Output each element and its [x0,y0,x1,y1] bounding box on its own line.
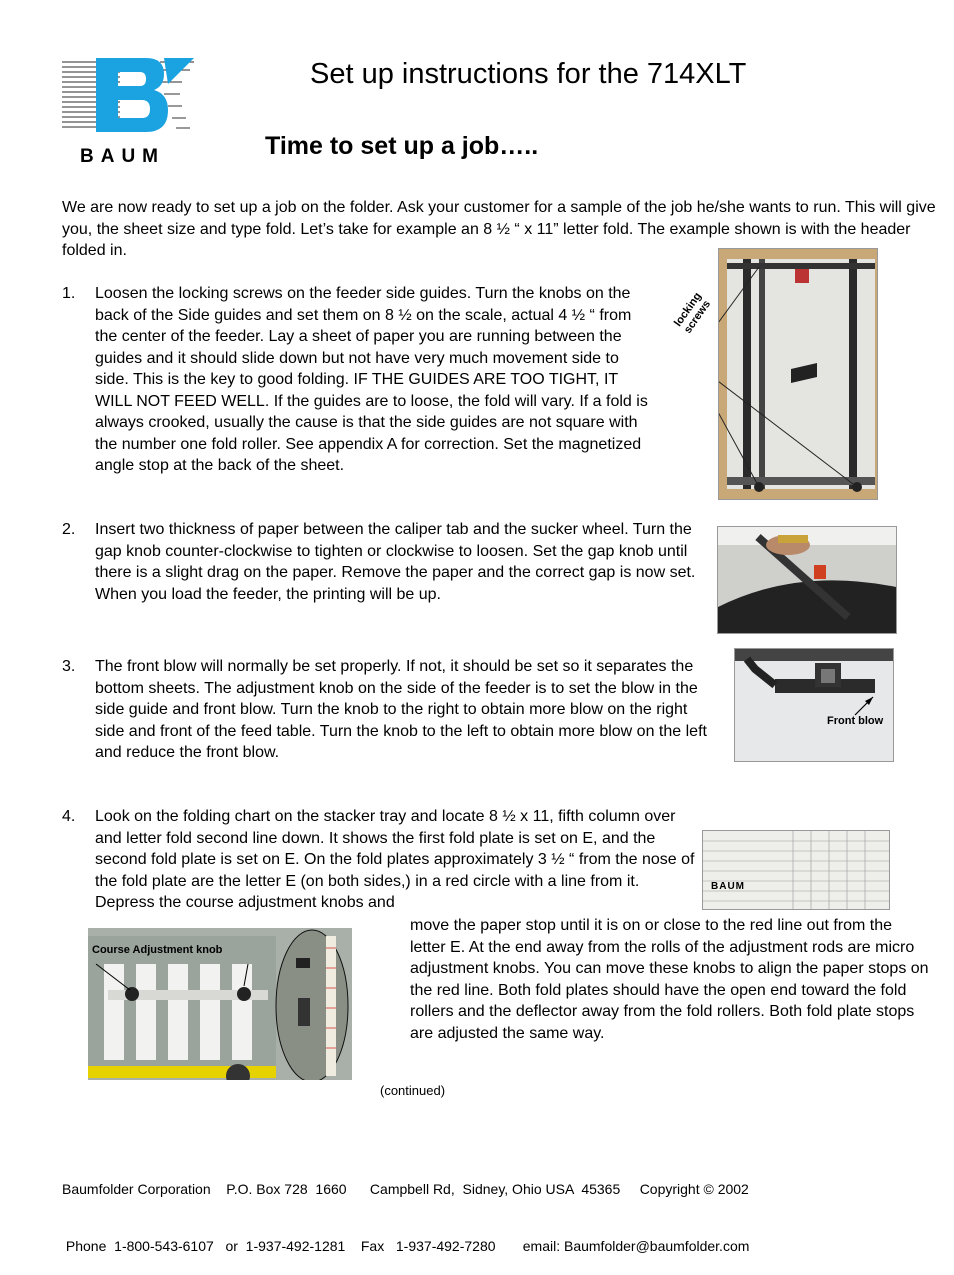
step-text: The front blow will normally be set properly. If not, it should be set so it separates the bottom sheets. The adjustment knob on the side of the feeder is to set the blow in the side guide and front blow. Turn the knob to the right to obtain more blow on the right side and front of the feed table. Turn the knob to the left to obtain more blow on the left and reduce the front blow. [95,658,707,761]
fold-plate-photo [88,928,352,1080]
step-4-continued-text: move the paper stop until it is on or close to the red line out from the letter E. At the end away from the rolls of the adjustment rods are micro adjustment knobs. You can move these knobs to align the paper stops on the red line. Both fold plates should have the open end toward the fold rollers and the deflector away from the fold rollers. Both fold plate stops are adjusted the same way. [410,917,929,1042]
locking-screws-text: locking screws [672,290,714,336]
step-number: 1. [62,285,76,302]
page-subtitle: Time to set up a job….. [265,132,539,160]
baum-logo-mark [60,54,196,144]
logo-text: BAUM [80,146,165,167]
step-4 [62,806,695,914]
step-1 [62,283,662,503]
step-3 [62,656,722,786]
step-number: 4. [62,808,76,825]
footer [62,1142,749,1275]
step-number: 2. [62,521,76,538]
step-text: Insert two thickness of paper between the caliper tab and the sucker wheel. Turn the gap knob counter-clockwise to tighten or clockwise to loosen. Set the gap knob until there is a slight drag on the paper. Remove the paper and the correct gap is now set. When you load the feeder, the printing will be up. [95,521,696,603]
page-title: Set up instructions for the 714XLT [310,58,747,90]
step-number: 3. [62,658,76,675]
step-text: Loosen the locking screws on the feeder side guides. Turn the knobs on the back of the Side guides and set them on 8 ½ on the scale, actual 4 ½ “ from the center of the feeder. Lay a sheet of paper you are running between the guides and it should slide down but not have very much movement side to side. This is the key to good folding. IF THE GUIDES ARE TOO TIGHT, IT WILL NOT FEED WELL. If the guides are to loose, the fold will vary. If a fold is always crooked, usually the cause is that the side guides are not square with the number one fold roller. See appendix A for correction. Set the magnetized angle stop at the back of the sheet. [95,285,648,474]
intro-paragraph: We are now ready to set up a job on the folder. Ask your customer for a sample of the job he/she wants to run. This will give you, the sheet size and type fold. Let’s take for example an 8 ½ “ x 11” letter fold. The example shown is with the header folded in. [62,199,936,259]
baum-logo [60,54,196,166]
continued-note: (continued) [380,1083,446,1098]
front-blow-photo [734,648,894,762]
gap-knob-photo [717,526,897,634]
folding-chart-photo [702,830,890,910]
chart-logo-label: BAUM [711,881,745,892]
feeder-photo [718,248,878,500]
footer-contact: Phone 1-800-543-6107 or 1-937-492-1281 Fax 1-937-492-7280 email: Baumfolder@baumfolder.com [62,1238,750,1254]
course-knob-label: Course Adjustment knob [92,944,223,956]
footer-address: Baumfolder Corporation P.O. Box 728 1660 Campbell Rd, Sidney, Ohio USA 45365 Copyright © 2002 [62,1181,749,1197]
step-2 [62,519,712,629]
front-blow-label: Front blow [827,715,884,727]
step-text-part1: Look on the folding chart on the stacker tray and locate 8 ½ x 11, fifth column over and letter fold second line down. It shows the first fold plate is set on E, and the second fold plate is set on E. On the fold plates approximately 3 ½ “ from the nose of the fold plate are the letter E (on both sides,) in a red circle with a line from it. Depress the course adjustment knobs and [95,806,935,914]
